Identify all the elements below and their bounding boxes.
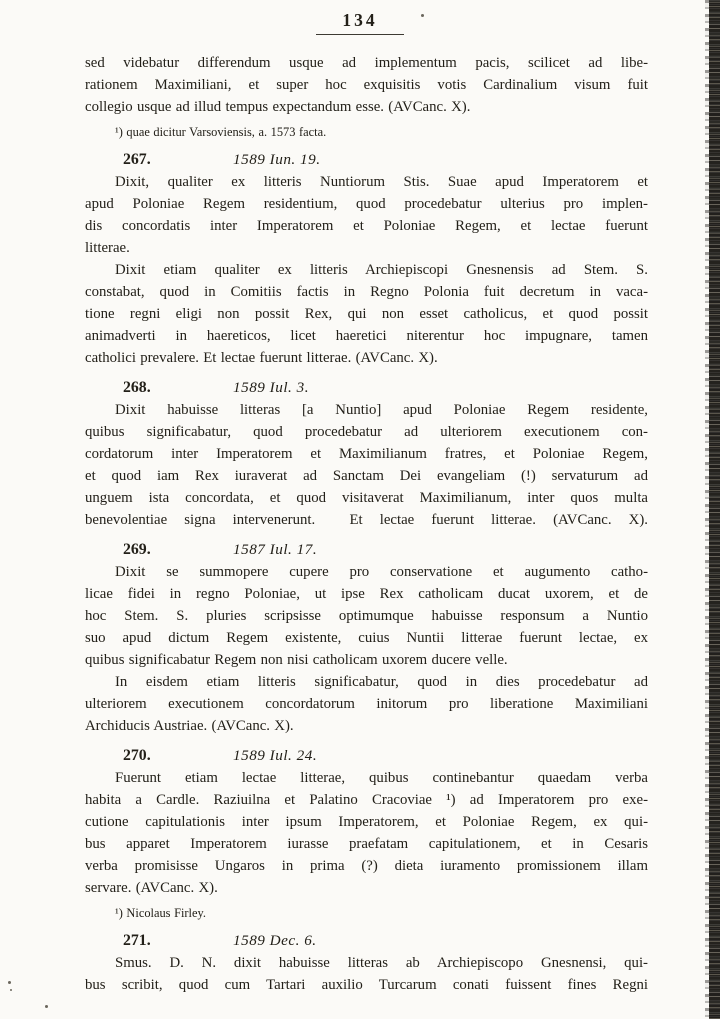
paragraph-line: catholici prevalere. Et lectae fuerunt litterae. (AVCanc. X). bbox=[85, 350, 438, 366]
paragraph-line: Dixit se summopere cupere pro conservatione et augumento catho- bbox=[115, 564, 648, 580]
paragraph-line: unguem ista concordata, et quod visitaverat Maximilianum, inter quos multa bbox=[85, 490, 648, 506]
section-date: 1589 Iul. 24. bbox=[233, 747, 318, 764]
paragraph-line: rationem Maximiliani, et super hoc exquisitis votis Cardinalium visum fuit bbox=[85, 77, 648, 93]
section-number: 269. bbox=[123, 541, 151, 558]
paragraph-line: licae fidei in regno Poloniae, ut ipse Rex catholicam ducat uxorem, et de bbox=[85, 586, 648, 602]
section-heading bbox=[85, 745, 648, 767]
paragraph bbox=[85, 952, 648, 996]
paragraph-line: Dixit, qualiter ex litteris Nuntiorum Stis. Suae apud Imperatorem et bbox=[115, 174, 648, 190]
section-date: 1589 Iul. 3. bbox=[233, 379, 310, 396]
paragraph-line: Smus. D. N. dixit habuisse litteras ab Archiepiscopo Gnesnensi, qui- bbox=[115, 955, 648, 971]
section-heading bbox=[85, 930, 648, 952]
paragraph-line: bus apparet Imperatorem iurasse praefatam capitulationem, et in Cesaris bbox=[85, 836, 648, 852]
paragraph bbox=[85, 171, 648, 259]
paragraph-line: cordatorum inter Imperatorem et Maximilianum fratres, et Poloniae Regem, bbox=[85, 446, 648, 462]
footnote-line: ¹) quae dicitur Varsoviensis, a. 1573 facta. bbox=[115, 125, 327, 139]
section-heading bbox=[85, 149, 648, 171]
paragraph-line: ulteriorem executionem concordatorum initorum pro liberatione Maximiliani bbox=[85, 696, 648, 712]
section-heading bbox=[85, 377, 648, 399]
paragraph-line: et quod iam Rex iuraverat ad Sanctam Dei evangeliam (!) servaturum ad bbox=[85, 468, 648, 484]
paragraph-line: Archiducis Austriae. (AVCanc. X). bbox=[85, 718, 294, 734]
paragraph-line: servare. (AVCanc. X). bbox=[85, 880, 218, 896]
section-date: 1589 Dec. 6. bbox=[233, 932, 317, 949]
scan-gutter-fringe bbox=[705, 0, 709, 1019]
section-number: 267. bbox=[123, 151, 151, 168]
paragraph-line: Fuerunt etiam lectae litterae, quibus continebantur quaedam verba bbox=[115, 770, 648, 786]
footnote bbox=[85, 905, 648, 922]
paragraph-line: apud Poloniae Regem residentium, quod procedebatur ulterius pro implen- bbox=[85, 196, 648, 212]
paragraph-line: animadverti in haereticos, licet haeretici niterentur hoc impugnare, tamen bbox=[85, 328, 648, 344]
scan-speck bbox=[8, 981, 11, 984]
paragraph bbox=[85, 399, 648, 531]
paragraph bbox=[85, 52, 648, 118]
paragraph-line: dis concordatis inter Imperatorem et Poloniae Regem, et lectae fuerunt bbox=[85, 218, 648, 234]
text-column bbox=[85, 38, 648, 996]
paragraph-line: collegio usque ad illud tempus expectandum esse. (AVCanc. X). bbox=[85, 99, 471, 115]
page-number: 134 bbox=[316, 10, 403, 35]
paragraph-line: verba promisisse Ungaros in prima (?) dieta iuramento promissionem illam bbox=[85, 858, 648, 874]
scan-gutter-band bbox=[709, 0, 720, 1019]
scan-speck bbox=[421, 14, 424, 17]
section-number: 271. bbox=[123, 932, 151, 949]
section-date: 1587 Iul. 17. bbox=[233, 541, 318, 558]
paragraph-line: suo apud dictum Regem existente, cuius Nuntii litterae fuerunt lectae, ex bbox=[85, 630, 648, 646]
scan-speck bbox=[45, 1005, 48, 1008]
paragraph-line: cutione capitulationis inter ipsum Imperatorem, et Poloniae Regem, ex qui- bbox=[85, 814, 648, 830]
paragraph-line: quibus significabatur Regem non nisi catholicam uxorem ducere velle. bbox=[85, 652, 508, 668]
paragraph-line: Dixit habuisse litteras [a Nuntio] apud Poloniae Regem residente, bbox=[115, 402, 648, 418]
paragraph-line: tione regni eligi non possit Rex, qui non esset catholicus, et quod possit bbox=[85, 306, 648, 322]
section-date: 1589 Iun. 19. bbox=[233, 151, 321, 168]
footnote-line: ¹) Nicolaus Firley. bbox=[115, 906, 206, 920]
paragraph bbox=[85, 561, 648, 671]
section-heading bbox=[85, 539, 648, 561]
paragraph-line: hoc Stem. S. pluries scripsisse optimumque habuisse responsum a Nuntio bbox=[85, 608, 648, 624]
paragraph-line: sed videbatur differendum usque ad implementum pacis, scilicet ad libe- bbox=[85, 55, 648, 71]
paragraph-line: litterae. bbox=[85, 240, 130, 256]
paragraph bbox=[85, 767, 648, 899]
section-number: 268. bbox=[123, 379, 151, 396]
paragraph bbox=[85, 671, 648, 737]
section-number: 270. bbox=[123, 747, 151, 764]
paragraph-line: bus scribit, quod cum Tartari auxilio Turcarum conati fuissent fines Regni bbox=[85, 977, 648, 993]
paragraph-line: habita a Cardle. Raziuilna et Palatino Cracoviae ¹) ad Imperatorem pro exe- bbox=[85, 792, 648, 808]
paragraph-line: quibus significabatur, quod procedebatur ad ulteriorem executionem con- bbox=[85, 424, 648, 440]
scan-speck bbox=[10, 989, 12, 991]
page-header bbox=[0, 0, 720, 35]
paragraph-line: benevolentiae signa intervenerunt. Et lectae fuerunt litterae. (AVCanc. X). bbox=[85, 512, 648, 528]
footnote bbox=[85, 124, 648, 141]
paragraph-line: constabat, quod in Comitiis factis in Regno Polonia fuit decretum in vaca- bbox=[85, 284, 648, 300]
paragraph-line: In eisdem etiam litteris significabatur, quod in dies procedebatur ad bbox=[115, 674, 648, 690]
paragraph-line: Dixit etiam qualiter ex litteris Archiepiscopi Gnesnensis ad Stem. S. bbox=[115, 262, 648, 278]
paragraph bbox=[85, 259, 648, 369]
